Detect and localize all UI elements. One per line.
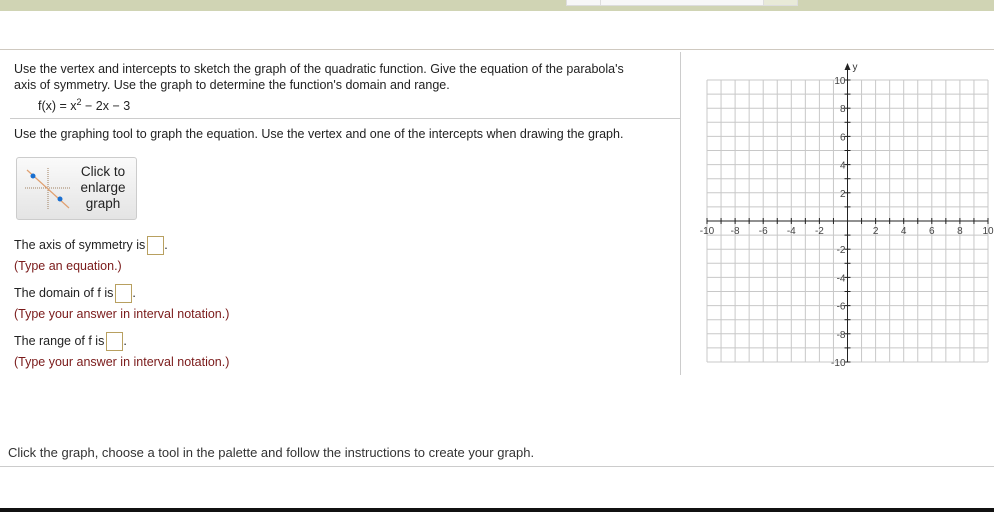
instruction-text: Use the graphing tool to graph the equation. Use the vertex and one of the intercepts when drawing the graph.	[14, 127, 624, 141]
y-tick-label: -2	[836, 245, 846, 257]
y-tick-label: 4	[839, 160, 846, 172]
y-tick-label: 10	[834, 76, 846, 87]
answer-range: The range of f is . (Type your answer in interval notation.)	[14, 333, 230, 369]
function-text: f(x) = x	[38, 99, 77, 114]
function-equation	[38, 94, 624, 114]
divider	[10, 118, 680, 119]
divider	[0, 466, 994, 467]
y-tick-label: 2	[839, 188, 846, 200]
y-tick-label: -4	[836, 273, 846, 285]
y-tick-label: 6	[839, 132, 846, 144]
function-text: − 2x − 3	[81, 99, 131, 114]
x-tick-label: -2	[814, 226, 824, 237]
top-bar	[0, 0, 994, 11]
x-tick-label: 10	[982, 226, 994, 237]
footer-instruction: Click the graph, choose a tool in the palette and follow the instructions to create your graph.	[8, 445, 535, 460]
answer-axis: The axis of symmetry is . (Type an equation.)	[14, 237, 168, 273]
y-axis-label: y	[852, 62, 858, 73]
graph-thumbnail-icon	[23, 166, 73, 212]
answer-input[interactable]	[147, 236, 164, 255]
answer-input[interactable]	[106, 332, 123, 351]
x-tick-label: -10	[699, 226, 715, 237]
y-tick-label: -6	[836, 301, 846, 313]
question-text	[14, 61, 624, 114]
enlarge-graph-button[interactable]	[16, 157, 137, 220]
toolbar-tab[interactable]	[600, 0, 764, 6]
exponent: 2	[76, 97, 82, 107]
answer-hint: (Type your answer in interval notation.)	[14, 307, 230, 321]
answer-prompt: The range of f is	[14, 333, 105, 348]
answer-input[interactable]	[115, 284, 132, 303]
divider	[680, 52, 681, 375]
x-tick-label: -6	[758, 226, 768, 237]
question-line: axis of symmetry. Use the graph to determine the function's domain and range.	[14, 78, 450, 92]
x-tick-label: 8	[957, 226, 963, 237]
x-tick-label: 2	[872, 226, 879, 237]
divider	[0, 49, 994, 50]
x-tick-label: -8	[730, 226, 740, 237]
x-tick-label: -4	[786, 226, 796, 237]
answer-hint: (Type an equation.)	[14, 259, 122, 273]
graph-area[interactable]	[690, 55, 994, 375]
bottom-bar	[0, 508, 994, 512]
answer-prompt: The axis of symmetry is	[14, 237, 146, 252]
x-tick-label: 6	[929, 226, 935, 237]
x-tick-label: 4	[900, 226, 907, 237]
y-tick-label: 8	[839, 104, 846, 116]
question-line: Use the vertex and intercepts to sketch the graph of the quadratic function. Give the equation of the parabola's	[14, 62, 624, 76]
y-tick-label: -10	[831, 358, 846, 369]
y-axis-arrow-icon	[845, 63, 851, 70]
y-tick-label: -8	[836, 329, 846, 341]
toolbar-tab[interactable]	[763, 0, 798, 6]
answer-prompt: The domain of f is	[14, 285, 114, 300]
toolbar-tab[interactable]	[566, 0, 601, 6]
answer-domain: The domain of f is . (Type your answer in interval notation.)	[14, 285, 230, 321]
enlarge-button-label: Click to enlarge graph	[80, 164, 126, 211]
answer-hint: (Type your answer in interval notation.)	[14, 355, 230, 369]
